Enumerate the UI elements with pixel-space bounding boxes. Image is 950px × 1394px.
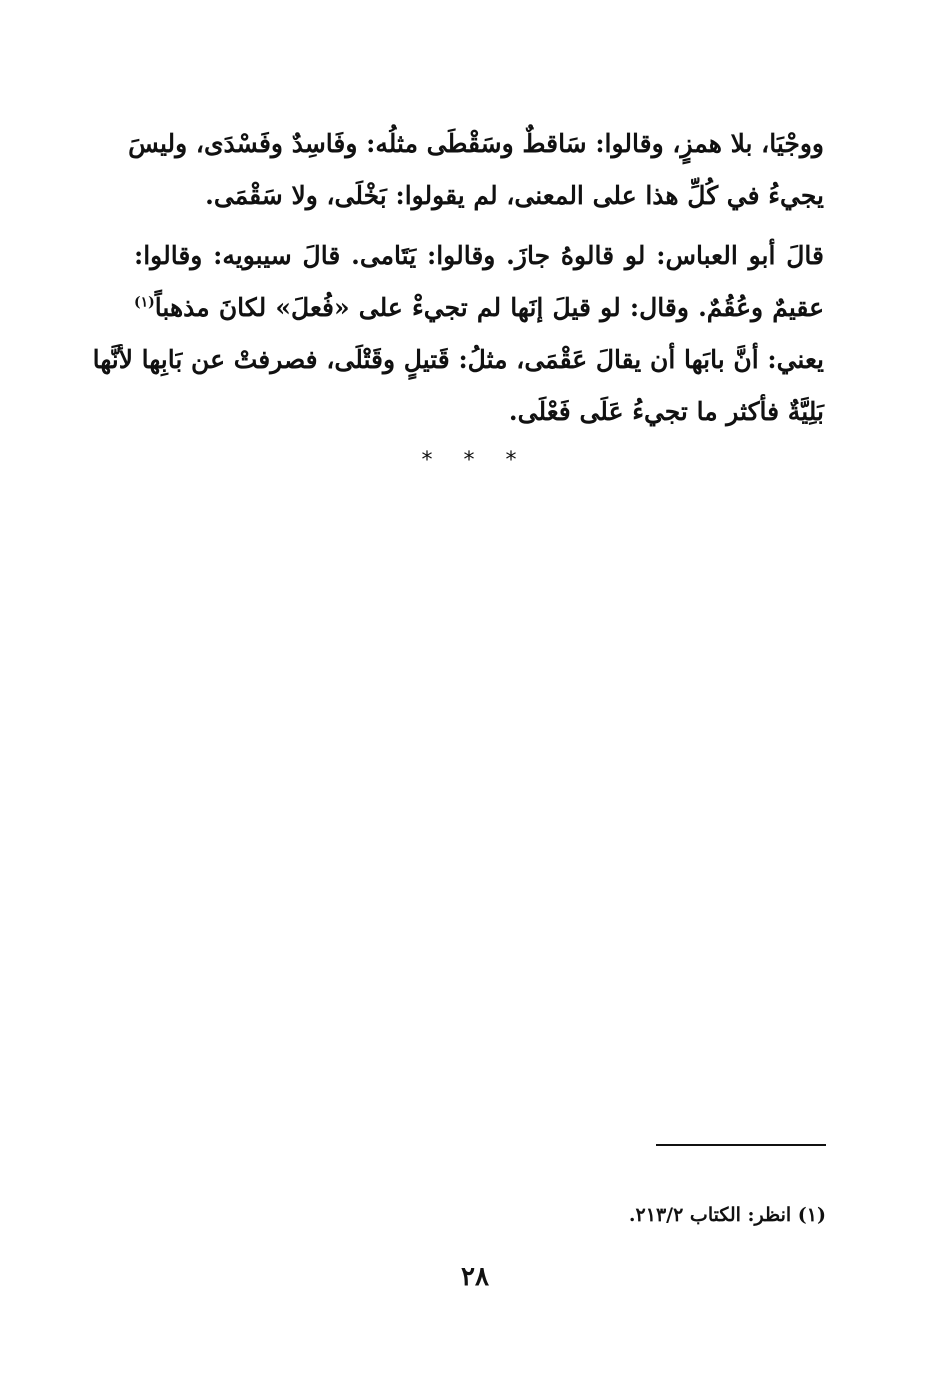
paragraph-1 <box>128 118 824 222</box>
section-separator: * * * <box>421 448 529 473</box>
footnote-divider <box>656 1144 826 1146</box>
text-line: يجيءُ في كُلِّ هذا على المعنى، لم يقولوا: بَخْلَى، ولا سَقْمَى. <box>205 181 824 210</box>
text-line: ووجْيَا، بلا همزٍ، وقالوا: سَاقطٌ وسَقْطَى مثلُه: وفَاسِدٌ وفَسْدَى، وليسَ <box>128 129 824 158</box>
footnote-reference: (١) <box>134 294 155 311</box>
page-number: ٢٨ <box>461 1262 489 1292</box>
text-line-content: عقيمٌ وعُقُمٌ. وقال: لو قيلَ إنَها لم تجيءْ على «فُعلَ» لكانَ مذهباً <box>154 293 824 322</box>
footnote: (١) انظر: الكتاب ٢١٣/٢. <box>628 1204 826 1226</box>
text-line: بَلِيَّةٌ فأكثر ما تجيءُ عَلَى فَعْلَى. <box>508 397 824 426</box>
text-line: قالَ أبو العباس: لو قالوهُ جازَ. وقالوا: يَتَامى. قالَ سيبويه: وقالوا: <box>134 241 824 270</box>
text-line-with-note <box>134 282 824 334</box>
text-line: يعني: أنَّ بابَها أن يقالَ عَقْمَى، مثلُ: قَتيلٍ وقَتْلَى، فصرفتْ عن بَابِها لأنَّها <box>92 345 824 374</box>
paragraph-2 <box>92 230 824 438</box>
